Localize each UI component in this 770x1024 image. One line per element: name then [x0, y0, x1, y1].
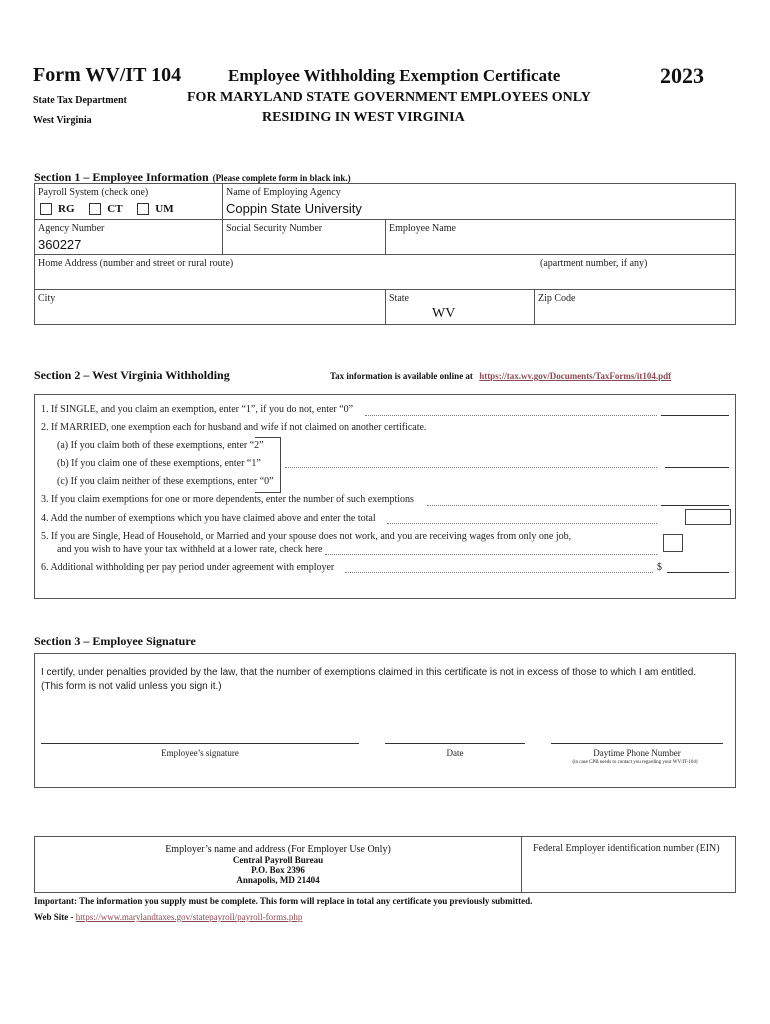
section1-note: (Please complete form in black ink.)	[212, 173, 351, 183]
employer-label: Employer’s name and address (For Employer Use Only)	[165, 844, 391, 855]
line-2-bracket	[255, 437, 281, 493]
section2-heading: Section 2 – West Virginia Withholding	[34, 368, 230, 382]
city-cell[interactable]	[35, 290, 386, 324]
payroll-system-options	[40, 203, 186, 215]
city-label: City	[38, 293, 56, 304]
option-rg-label: RG	[58, 203, 75, 216]
employee-name-label: Employee Name	[389, 223, 456, 234]
date-line[interactable]	[385, 743, 525, 744]
employer-address-cell	[35, 837, 522, 892]
ssn-cell[interactable]	[223, 220, 386, 255]
website-row	[34, 912, 302, 922]
agency-name-cell[interactable]	[223, 184, 735, 220]
subtitle-line-2: RESIDING IN WEST VIRGINIA	[262, 110, 465, 125]
agency-name-label: Name of Employing Agency	[226, 187, 341, 198]
lower-rate-checkbox[interactable]	[663, 534, 683, 552]
agency-number-label: Agency Number	[38, 223, 105, 234]
signature-label: Employee’s signature	[161, 748, 239, 758]
line-6-leader	[345, 572, 653, 573]
withholding-box	[34, 394, 736, 599]
apartment-label: (apartment number, if any)	[540, 258, 648, 269]
signature-line[interactable]	[41, 743, 359, 744]
agency-number-cell[interactable]	[35, 220, 223, 255]
state-name: West Virginia	[33, 115, 92, 126]
state-label: State	[389, 293, 409, 304]
line-6-answer[interactable]	[667, 572, 729, 573]
option-um-label: UM	[155, 203, 174, 216]
line-5-text-b: and you wish to have your tax withheld at a lower rate, check here	[57, 544, 323, 555]
phone-note: (in case CPB needs to contact you regarding your WV/IT-104)	[572, 760, 698, 765]
line-2b-text: (b) If you claim one of these exemptions, enter “1”	[57, 458, 261, 469]
ein-label: Federal Employer identification number (EIN)	[533, 843, 720, 854]
line-2-answer[interactable]	[665, 467, 729, 468]
option-ct-label: CT	[107, 203, 123, 216]
state-cell[interactable]	[386, 290, 535, 324]
section1-heading: Section 1 – Employee Information	[34, 170, 209, 184]
employee-info-table	[34, 183, 736, 325]
date-label: Date	[446, 748, 464, 758]
checkbox-um[interactable]	[137, 203, 149, 215]
payroll-system-cell	[35, 184, 223, 220]
line-4-text: 4. Add the number of exemptions which you have claimed above and enter the total	[41, 513, 376, 524]
employer-po-box: P.O. Box 2396	[251, 865, 305, 875]
zip-cell[interactable]	[535, 290, 735, 324]
certify-text: I certify, under penalties provided by the law, that the number of exemptions claimed in this certificate is not in excess of those to which I am entitled. (This form is not valid unless you sign it.)	[41, 667, 697, 692]
line-4-leader	[387, 523, 657, 524]
phone-line[interactable]	[551, 743, 723, 744]
line-5-leader	[325, 554, 657, 555]
line-6-text: 6. Additional withholding per pay period under agreement with employer	[41, 562, 335, 573]
line-2-leader	[285, 467, 657, 468]
form-year: 2023	[660, 63, 704, 88]
form-title: Form WV/IT 104	[33, 64, 182, 86]
tax-info-text: Tax information is available online at	[330, 371, 473, 381]
line-5-text-a: 5. If you are Single, Head of Household, or Married and your spouse does not work, and you are receiving wages from only one job,	[41, 531, 572, 542]
zip-label: Zip Code	[538, 293, 576, 304]
home-address-label: Home Address (number and street or rural route)	[38, 258, 234, 269]
subtitle-line-1: FOR MARYLAND STATE GOVERNMENT EMPLOYEES ONLY	[187, 90, 591, 105]
payroll-system-label: Payroll System (check one)	[38, 187, 149, 198]
signature-box	[34, 653, 736, 788]
home-address-cell[interactable]	[35, 255, 735, 290]
line-3-leader	[427, 505, 657, 506]
line-2a-text: (a) If you claim both of these exemptions, enter “2”	[57, 440, 264, 451]
dollar-sign: $	[657, 562, 662, 573]
line-3-answer[interactable]	[661, 505, 729, 506]
website-label: Web Site -	[34, 912, 74, 922]
employer-city: Annapolis, MD 21404	[236, 875, 320, 885]
state-tax-department: State Tax Department	[33, 95, 127, 106]
checkbox-ct[interactable]	[89, 203, 101, 215]
employee-name-cell[interactable]	[386, 220, 735, 255]
line-2-text: 2. If MARRIED, one exemption each for husband and wife if not claimed on another certificate.	[41, 422, 427, 433]
certificate-title: Employee Withholding Exemption Certificate	[228, 66, 561, 85]
section3-heading: Section 3 – Employee Signature	[34, 634, 196, 648]
line-1-leader	[365, 415, 657, 416]
phone-label: Daytime Phone Number	[593, 748, 681, 758]
state-value: WV	[432, 306, 456, 321]
website-link[interactable]: https://www.marylandtaxes.gov/statepayroll/payroll-forms.php	[75, 912, 303, 922]
line-4-total-box[interactable]	[685, 509, 731, 525]
important-note: Important: The information you supply must be complete. This form will replace in total any certificate you previously submitted.	[34, 896, 533, 906]
tax-info-link[interactable]: https://tax.wv.gov/Documents/TaxForms/it104.pdf	[479, 371, 672, 381]
line-2c-text: (c) If you claim neither of these exemptions, enter “0”	[57, 476, 274, 487]
ssn-label: Social Security Number	[226, 223, 323, 234]
checkbox-rg[interactable]	[40, 203, 52, 215]
agency-number-value: 360227	[38, 237, 82, 252]
employer-name: Central Payroll Bureau	[232, 855, 324, 865]
line-1-text: 1. If SINGLE, and you claim an exemption, enter “1”, if you do not, enter “0”	[41, 404, 354, 415]
line-1-answer[interactable]	[661, 415, 729, 416]
employer-box	[34, 836, 736, 893]
section2-info-row	[330, 371, 671, 381]
agency-name-value: Coppin State University	[226, 201, 362, 216]
line-3-text: 3. If you claim exemptions for one or more dependents, enter the number of such exemptions	[41, 494, 414, 505]
